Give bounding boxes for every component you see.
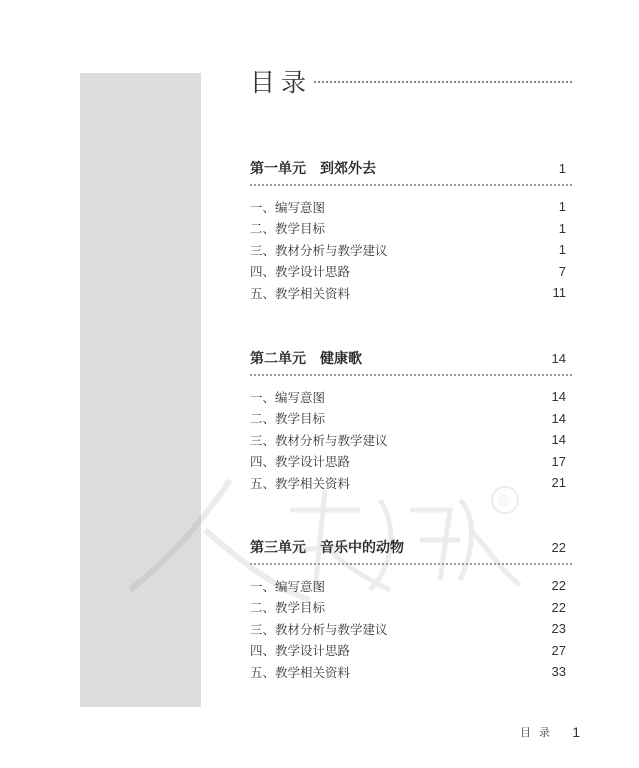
page-footer [520,724,580,740]
toc-item[interactable] [250,408,572,430]
unit-page-number: 1 [558,161,566,176]
toc-item[interactable] [250,429,572,451]
toc-item-page-number: 1 [558,220,566,236]
toc-item-title: 五、教学相关资料 [250,664,351,680]
toc-item[interactable] [250,618,572,640]
toc-header [250,58,572,98]
toc-item-title: 二、教学目标 [250,411,326,427]
toc-item-title: 三、教材分析与教学建议 [250,621,388,637]
toc-item-page-number: 14 [551,389,566,405]
unit-title [250,348,362,368]
title-dotted-leader [314,81,572,83]
unit-title [250,537,404,557]
toc-item-title: 三、教材分析与教学建议 [250,432,388,448]
toc-item[interactable] [250,386,572,408]
toc-item[interactable] [250,261,572,283]
dotted-separator [250,563,572,565]
page-title: 目录 [250,68,313,97]
unit-heading[interactable] [250,158,572,184]
toc-item[interactable] [250,597,572,619]
toc-item-page-number: 7 [558,263,566,279]
unit-name: 健康歌 [320,351,362,367]
unit-name: 到郊外去 [320,161,376,177]
unit-label: 第二单元 [250,351,306,367]
toc-item[interactable] [250,282,572,304]
dotted-separator [250,374,572,376]
toc-item-title: 四、教学设计思路 [250,454,351,470]
unit-label: 第三单元 [250,540,306,556]
toc-item-title: 一、编写意图 [250,199,326,215]
toc-item-title: 一、编写意图 [250,389,326,405]
toc-item[interactable] [250,239,572,261]
toc-item-title: 三、教材分析与教学建议 [250,242,388,258]
toc-item-page-number: 14 [551,432,566,448]
toc-item-title: 二、教学目标 [250,221,326,237]
unit-section [250,348,572,494]
toc-item-page-number: 17 [551,453,566,469]
unit-heading[interactable] [250,537,572,563]
toc-item[interactable] [250,218,572,240]
unit-label: 第一单元 [250,161,306,177]
side-band [80,73,201,707]
toc-item-title: 一、编写意图 [250,578,326,594]
unit-name: 音乐中的动物 [320,540,404,556]
toc-item-page-number: 23 [551,621,566,637]
toc-item-page-number: 22 [551,599,566,615]
unit-heading[interactable] [250,348,572,374]
toc-item[interactable] [250,472,572,494]
toc-item-page-number: 14 [551,410,566,426]
toc-item[interactable] [250,196,572,218]
toc-item-page-number: 1 [558,199,566,215]
toc-item[interactable] [250,575,572,597]
dotted-separator [250,184,572,186]
toc-item-title: 四、教学设计思路 [250,643,351,659]
toc-item-page-number: 33 [551,664,566,680]
unit-page-number: 22 [551,540,566,555]
unit-title [250,158,376,178]
unit-page-number: 14 [551,351,566,366]
toc-item-page-number: 22 [551,578,566,594]
toc-item-title: 二、教学目标 [250,600,326,616]
toc-item-page-number: 27 [551,642,566,658]
toc-item-title: 五、教学相关资料 [250,285,351,301]
toc-item-page-number: 21 [551,475,566,491]
unit-section [250,537,572,683]
registered-mark: ® [498,493,510,510]
footer-label: 目录 [520,726,558,739]
toc-item[interactable] [250,640,572,662]
toc-item-title: 五、教学相关资料 [250,475,351,491]
toc-item[interactable] [250,661,572,683]
footer-page-number: 1 [572,724,580,740]
toc-item-page-number: 1 [558,242,566,258]
toc-item-title: 四、教学设计思路 [250,264,351,280]
unit-section [250,158,572,304]
toc-item[interactable] [250,451,572,473]
toc-item-page-number: 11 [552,285,566,301]
